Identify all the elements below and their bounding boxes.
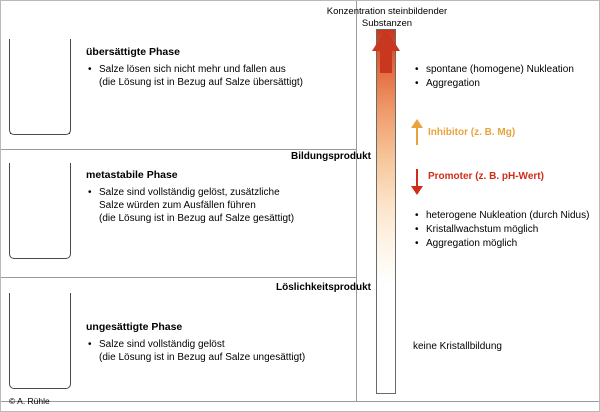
zone-title: übersättigte Phase xyxy=(86,46,180,58)
zone-line-text: Salze lösen sich nicht mehr und fallen aus xyxy=(99,64,286,75)
concentration-column xyxy=(376,29,396,394)
zone-line-text: Salze würden zum Ausfällen führen xyxy=(99,200,256,211)
zone-line-text: Salze sind vollständig gelöst, zusätzliche xyxy=(99,187,280,198)
bullet-marker: • xyxy=(88,64,92,75)
zone-line xyxy=(86,338,386,351)
zone-line-text: (die Lösung ist in Bezug auf Salze ungesättigt) xyxy=(99,352,306,363)
vertical-divider xyxy=(356,1,357,401)
beaker-glass xyxy=(9,39,71,135)
bullet-marker: • xyxy=(415,238,419,249)
zone-line-text: Salze sind vollständig gelöst xyxy=(99,339,225,350)
zone-line xyxy=(86,76,386,89)
right-list-undersaturated: keine Kristallbildung xyxy=(413,341,502,352)
bullet-marker: • xyxy=(415,224,419,235)
copyright-text: © A. Rühle xyxy=(9,396,50,406)
zone-line xyxy=(86,186,386,199)
zone-text-undersaturated xyxy=(86,321,386,364)
column-header-line2: Substanzen xyxy=(361,18,413,29)
zone-line-text: (die Lösung ist in Bezug auf Salze gesättigt) xyxy=(99,213,295,224)
beaker-glass xyxy=(9,163,71,259)
right-list-item-text: spontane (homogene) Nukleation xyxy=(426,64,574,75)
right-list-item-text: heterogene Nukleation (durch Nidus) xyxy=(426,210,590,221)
zone-title: metastabile Phase xyxy=(86,169,178,181)
bullet-marker: • xyxy=(415,64,419,75)
right-list-item xyxy=(413,77,598,91)
beaker-undersaturated xyxy=(9,293,71,389)
bullet-marker: • xyxy=(415,210,419,221)
zone-title: ungesättigte Phase xyxy=(86,321,183,333)
divider-metastable-undersaturated xyxy=(1,277,356,278)
label-loeslichkeitsprodukt: Löslichkeitsprodukt xyxy=(275,282,371,293)
right-list-supersaturated xyxy=(413,63,598,91)
bullet-marker: • xyxy=(415,78,419,89)
right-list-item xyxy=(413,63,598,77)
right-list-metastable xyxy=(413,209,600,251)
bullet-marker: • xyxy=(88,339,92,350)
beaker-supersaturated xyxy=(9,39,71,135)
inhibitor-label: Inhibitor (z. B. Mg) xyxy=(428,127,516,138)
zone-line-text: (die Lösung ist in Bezug auf Salze übersättigt) xyxy=(99,77,304,88)
divider-supersaturated-metastable xyxy=(1,149,356,150)
column-header xyxy=(301,6,473,30)
zone-line xyxy=(86,212,386,225)
label-bildungsprodukt: Bildungsprodukt xyxy=(291,151,371,162)
beaker-metastable xyxy=(9,163,71,259)
bottom-divider xyxy=(1,401,599,402)
column-header-line1: Konzentration steinbildender xyxy=(326,6,448,17)
promoter-arrow-icon xyxy=(410,169,424,195)
increasing-concentration-arrow xyxy=(371,29,401,73)
right-list-item-text: Aggregation xyxy=(426,78,480,89)
zone-text-supersaturated xyxy=(86,46,386,89)
zone-line xyxy=(86,351,386,364)
bullet-marker: • xyxy=(88,187,92,198)
zone-line xyxy=(86,63,386,76)
concentration-gradient xyxy=(377,30,395,393)
zone-line xyxy=(86,199,386,212)
right-list-item-text: Aggregation möglich xyxy=(426,238,518,249)
right-list-item xyxy=(413,209,600,223)
beaker-glass xyxy=(9,293,71,389)
inhibitor-arrow-icon xyxy=(410,119,424,145)
right-list-item xyxy=(413,223,600,237)
zone-text-metastable xyxy=(86,169,386,225)
right-list-item-text: Kristallwachstum möglich xyxy=(426,224,539,235)
promoter-label: Promoter (z. B. pH-Wert) xyxy=(428,171,544,182)
right-list-item xyxy=(413,237,600,251)
